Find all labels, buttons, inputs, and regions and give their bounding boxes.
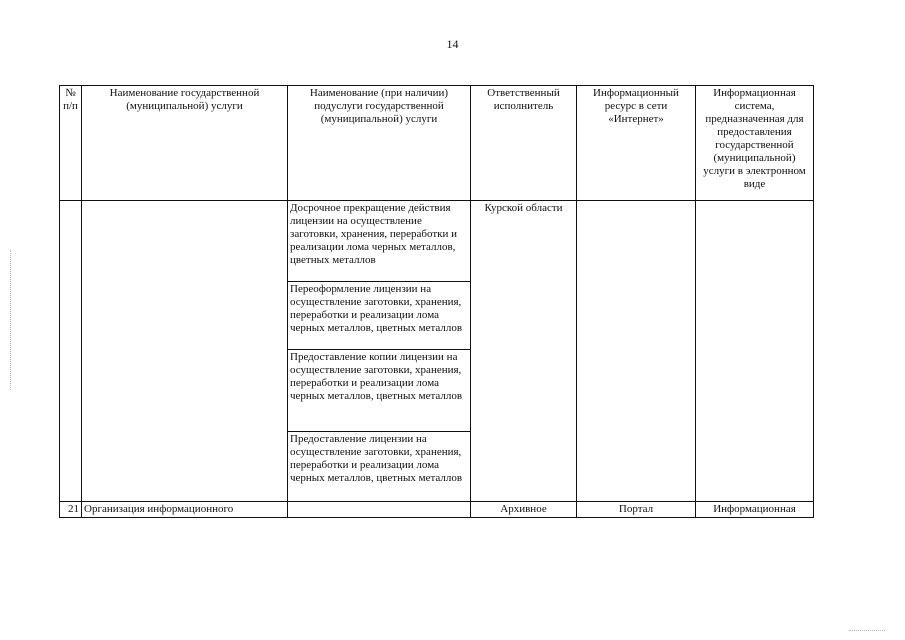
subservice-cell: Предоставление лицензии на осуществление заготовки, хранения, переработки и реализации лома черных металлов, цветных металлов xyxy=(288,432,471,502)
header-executor: Ответственный исполнитель xyxy=(471,86,577,201)
resource-cell xyxy=(577,201,696,502)
page-number: 14 xyxy=(446,37,459,51)
services-table xyxy=(59,85,814,518)
header-resource: Информационный ресурс в сети «Интернет» xyxy=(577,86,696,201)
row-service-cell: Организация информационного xyxy=(82,502,288,518)
continuation-num-cell xyxy=(60,201,82,502)
header-num: № п/п xyxy=(60,86,82,201)
header-subservice: Наименование (при наличии) подуслуги государственной (муниципальной) услуги xyxy=(288,86,471,201)
row-executor-cell: Архивное xyxy=(471,502,577,518)
scan-corner-mark xyxy=(849,630,885,632)
row-system-cell: Информационная xyxy=(696,502,814,518)
scan-edge-mark xyxy=(10,250,12,390)
subservice-cell: Предоставление копии лицензии на осуществление заготовки, хранения, переработки и реализации лома черных металлов, цветных металлов xyxy=(288,350,471,432)
table-header-row xyxy=(60,86,814,201)
row-resource-cell: Портал xyxy=(577,502,696,518)
table-row xyxy=(60,502,814,518)
row-num-cell: 21 xyxy=(60,502,82,518)
row-subservice-cell xyxy=(288,502,471,518)
header-system: Информационная система, предназначенная для предоставления государственной (муниципальной) услуги в электронном виде xyxy=(696,86,814,201)
subservice-cell: Переоформление лицензии на осуществление заготовки, хранения, переработки и реализации лома черных металлов, цветных металлов xyxy=(288,282,471,350)
executor-cell: Курской области xyxy=(471,201,577,502)
continuation-service-cell xyxy=(82,201,288,502)
system-cell xyxy=(696,201,814,502)
subservice-cell: Досрочное прекращение действия лицензии на осуществление заготовки, хранения, переработки и реализации лома черных металлов, цветных металлов xyxy=(288,201,471,282)
table-row xyxy=(60,201,814,282)
header-service: Наименование государственной (муниципальной) услуги xyxy=(82,86,288,201)
